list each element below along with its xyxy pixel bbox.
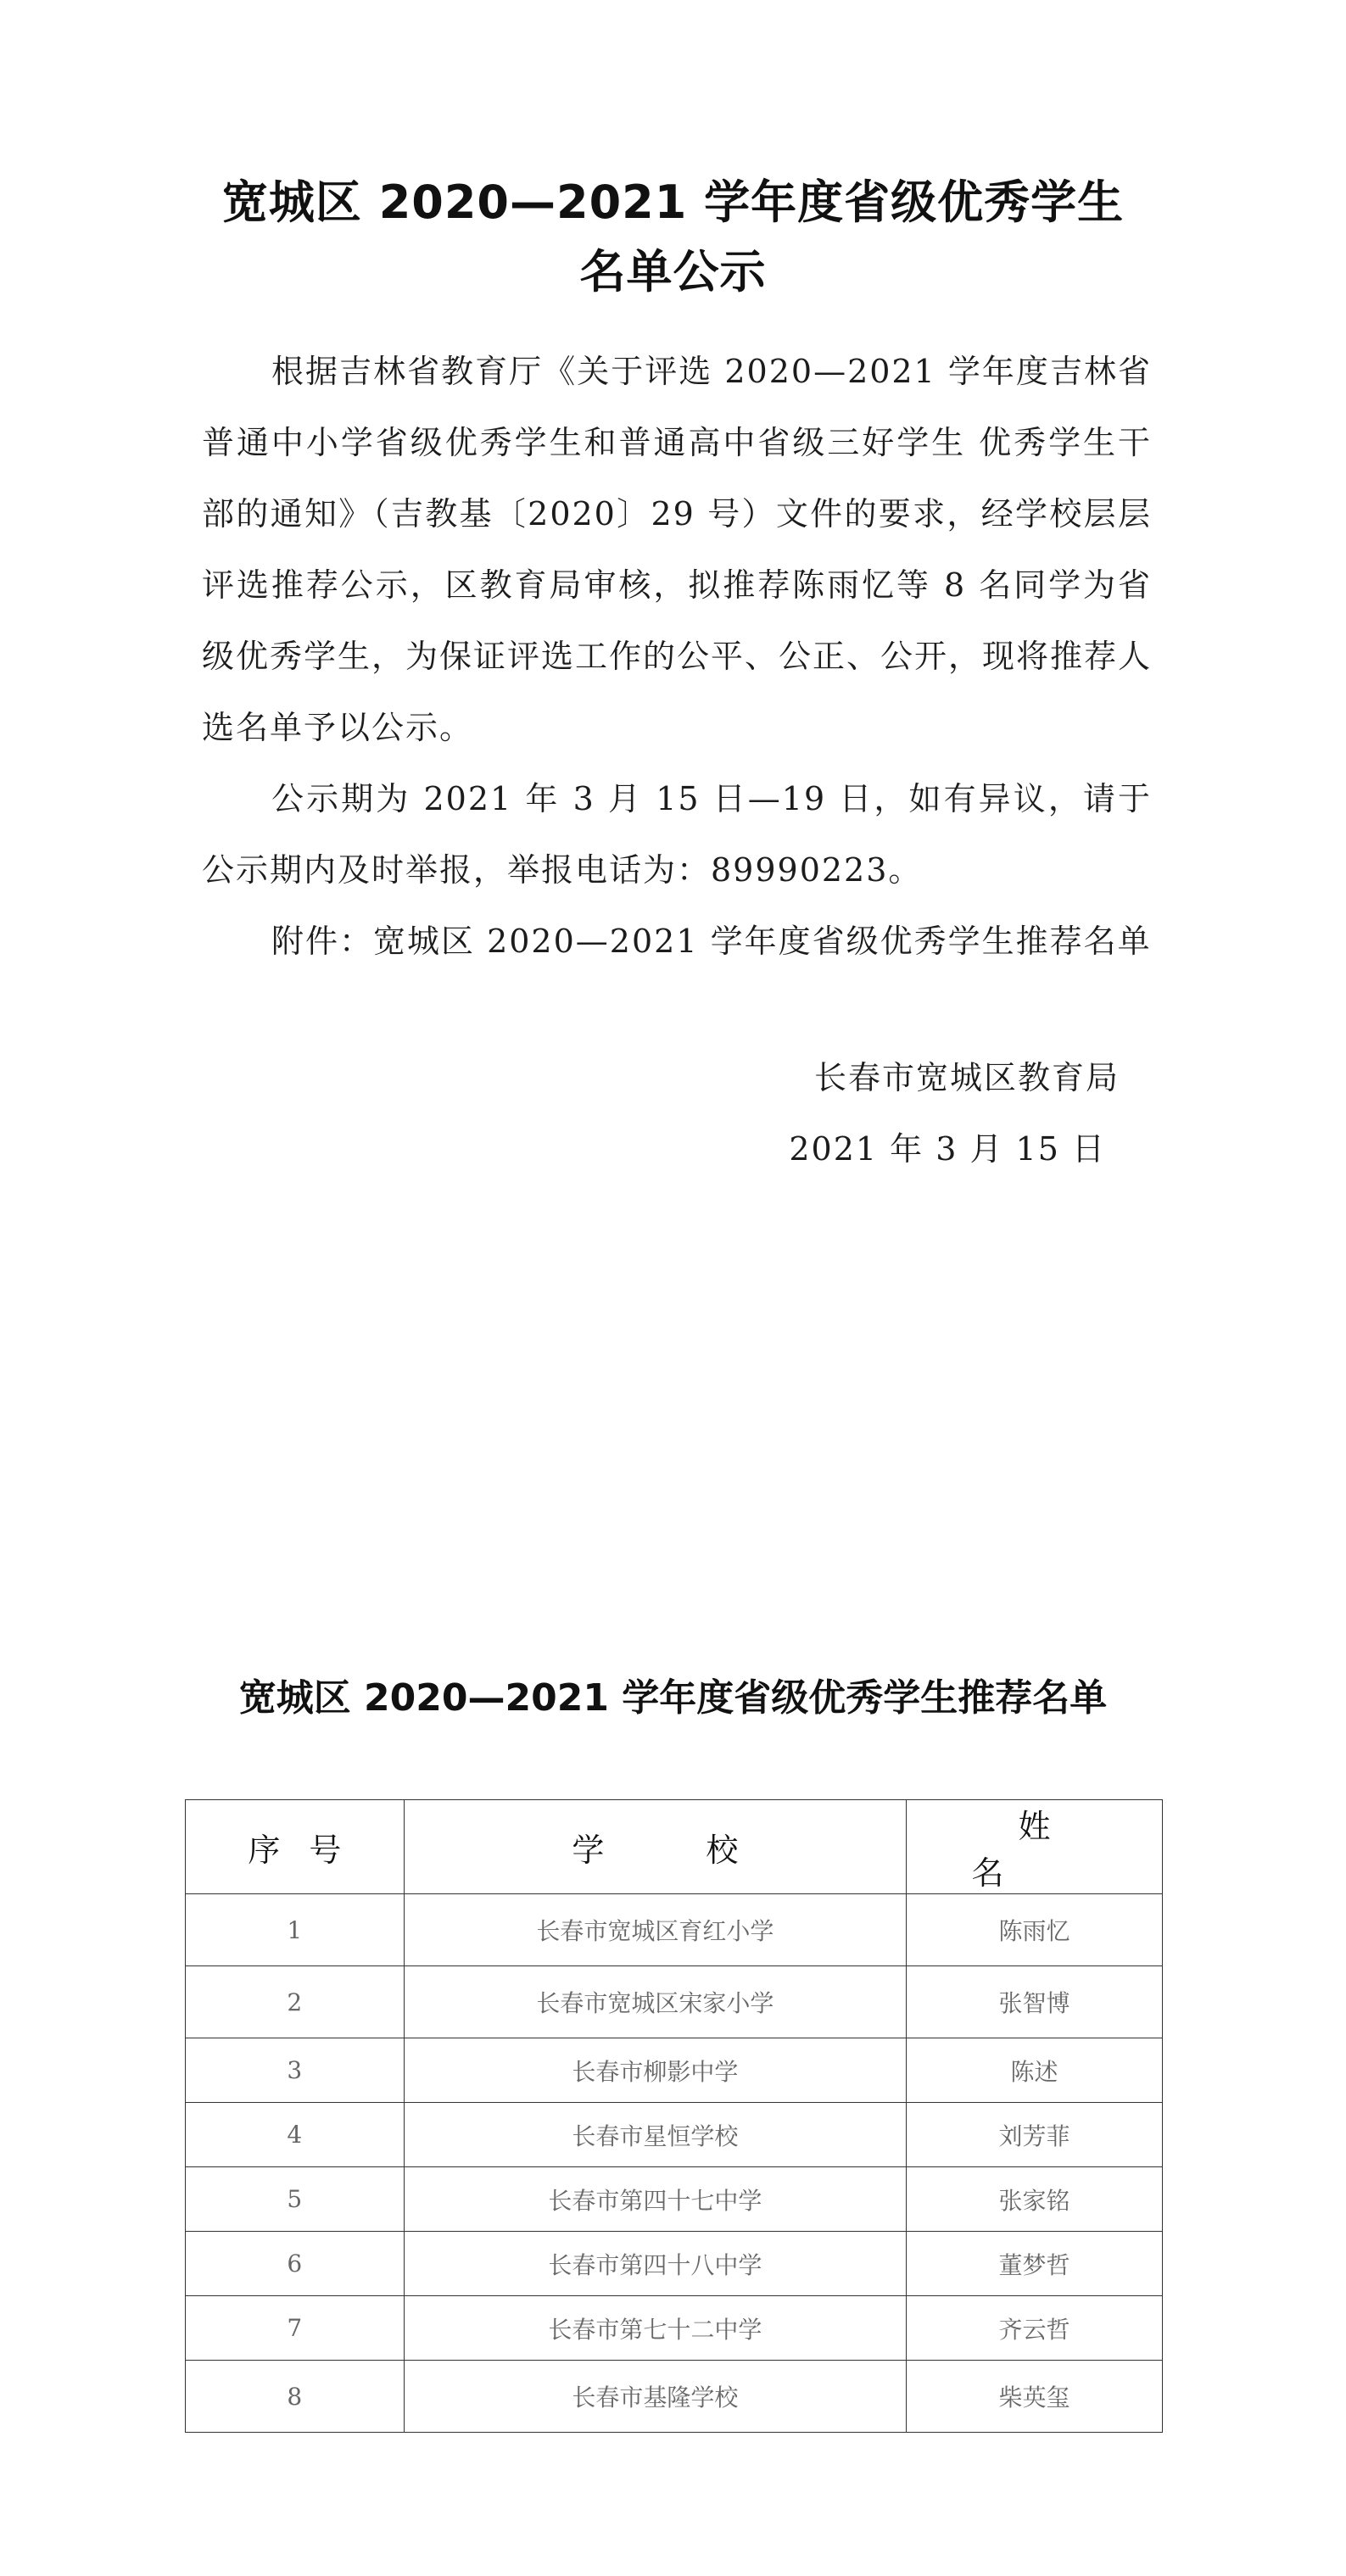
cell-school: 长春市第七十二中学: [404, 2296, 906, 2361]
cell-number: 8: [186, 2361, 405, 2433]
table-row: [186, 1966, 1163, 2038]
cell-school: 长春市基隆学校: [404, 2361, 906, 2433]
signature-organization: 长春市宽城区教育局: [813, 1059, 1120, 1096]
notice-paragraph-period: 公示期为 2021 年 3 月 15 日—19 日，如有异议，请于公示期内及时举报，举报电话为：89990223。: [202, 780, 1152, 889]
table-row: [186, 2232, 1163, 2296]
cell-number: 7: [186, 2296, 405, 2361]
signature-date: 2021 年 3 月 15 日: [789, 1130, 1106, 1168]
cell-number: 1: [186, 1894, 405, 1966]
cell-name: 陈述: [907, 2038, 1163, 2103]
cell-school: 长春市宽城区宋家小学: [404, 1966, 906, 2038]
header-name-label: 姓名: [971, 1808, 1144, 1892]
table-row: [186, 2167, 1163, 2232]
cell-school: 长春市第四十七中学: [404, 2167, 906, 2232]
header-school-label: 学校: [572, 1831, 841, 1869]
cell-school: 长春市第四十八中学: [404, 2232, 906, 2296]
table-row: [186, 2296, 1163, 2361]
cell-number: 2: [186, 1966, 405, 2038]
header-number-label: 序号: [248, 1831, 371, 1869]
cell-name: 刘芳菲: [907, 2103, 1163, 2167]
cell-number: 5: [186, 2167, 405, 2232]
cell-school: 长春市宽城区育红小学: [404, 1894, 906, 1966]
cell-name: 董梦哲: [907, 2232, 1163, 2296]
cell-name: 张家铭: [907, 2167, 1163, 2232]
document-title-line-2: 名单公示: [579, 245, 767, 298]
document-title-line-1: 宽城区 2020—2021 学年度省级优秀学生: [221, 176, 1125, 229]
table-row: [186, 2103, 1163, 2167]
header-school: [404, 1800, 906, 1894]
table-title: 宽城区 2020—2021 学年度省级优秀学生推荐名单: [238, 1676, 1108, 1720]
cell-name: 齐云哲: [907, 2296, 1163, 2361]
cell-name: 陈雨忆: [907, 1894, 1163, 1966]
cell-school: 长春市柳影中学: [404, 2038, 906, 2103]
notice-paragraph-attachment: 附件：宽城区 2020—2021 学年度省级优秀学生推荐名单: [271, 923, 1152, 960]
table-row: [186, 2361, 1163, 2433]
cell-number: 6: [186, 2232, 405, 2296]
header-name: [907, 1800, 1163, 1894]
table-row: [186, 2038, 1163, 2103]
table-header-row: [186, 1800, 1163, 1894]
cell-school: 长春市星恒学校: [404, 2103, 906, 2167]
recommendation-table: [185, 1799, 1163, 2433]
cell-number: 4: [186, 2103, 405, 2167]
cell-name: 柴英玺: [907, 2361, 1163, 2433]
header-number: [186, 1800, 405, 1894]
table-row: [186, 1894, 1163, 1966]
cell-name: 张智博: [907, 1966, 1163, 2038]
cell-number: 3: [186, 2038, 405, 2103]
notice-paragraph-main: 根据吉林省教育厅《关于评选 2020—2021 学年度吉林省普通中小学省级优秀学生和普通高中省级三好学生 优秀学生干部的通知》（吉教基〔2020〕29 号）文件的要求，经学校层层评选推荐公示，区教育局审核，拟推荐陈雨忆等 8 名同学为省级优秀学生，为保证评选工作的公平、公正、公开，现将推荐人选名单予以公示。: [202, 353, 1153, 746]
